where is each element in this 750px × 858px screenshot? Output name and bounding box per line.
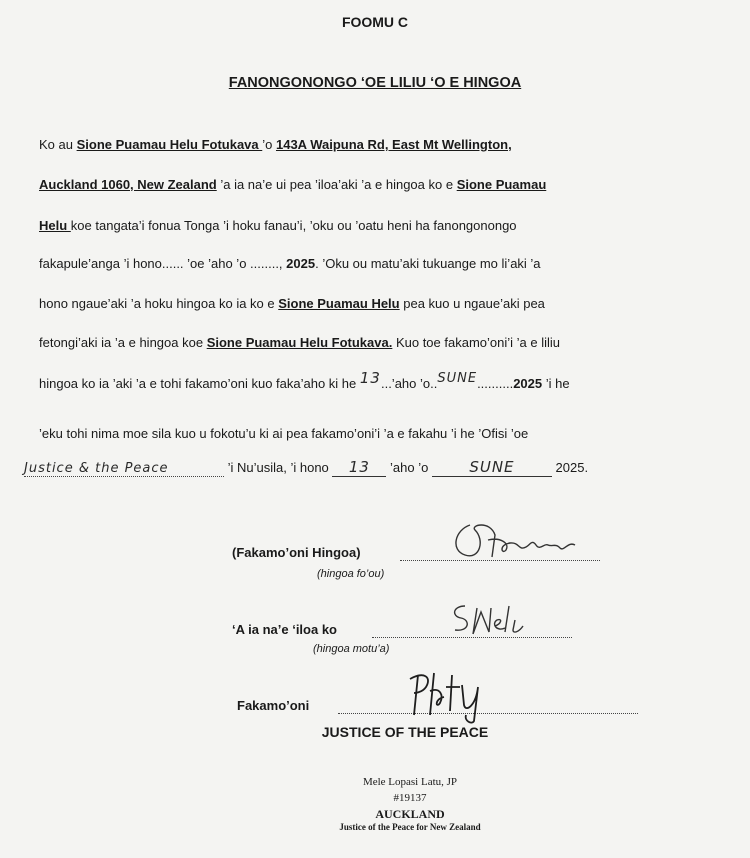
handwritten-day: 13 [359,369,381,387]
text-segment: ’a ia na’e ui pea ’iloa’aki ’a e hingoa ko e [216,177,457,192]
old-name-part-1: Sione Puamau [456,177,547,192]
handwritten-office: Justice & the Peace [24,461,224,477]
body-line-5 [39,296,719,311]
text-segment: ’o [262,137,276,152]
body-line-3 [39,218,719,233]
body-line-7 [39,369,719,392]
old-name-part-2: Helu [39,218,71,233]
signature-label-witness: Fakamo’oni [237,698,310,713]
body-line-9 [24,458,724,477]
handwritten-signature-old-name [445,598,555,638]
document-title: FANONGONONGO ‘OE LILIU ‘O E HINGOA [228,75,522,91]
signature-sublabel-new-name: (hingoa fo’ou) [317,568,385,580]
body-line-2 [39,177,719,192]
signature-label-old-name: ‘A ia na’e ‘iloa ko [232,622,337,637]
year: 2025 [513,376,543,391]
old-name: Sione Puamau Helu [278,296,400,311]
text-segment: hono ngaue’aki ’a hoku hingoa ko ia ko e [39,296,279,311]
address-line-2: Auckland 1060, New Zealand [39,177,217,192]
stamp-name: Mele Lopasi Latu, JP [362,776,458,788]
body-line-1 [39,137,719,152]
text-segment: fetongi’aki ia ’a e hingoa koe [39,335,207,350]
text-segment: Ko au [39,137,77,152]
text-segment: ’eku tohi nima moe sila kuo u fokotu’u ki ai pea fakamo’oni’i ’a e fakahu ’i he ’Ofisi ’oe [39,426,529,441]
stamp-description: Justice of the Peace for New Zealand [339,822,481,832]
text-segment: .......... [477,376,514,391]
text-segment: fakapule’anga ’i hono...... ’oe ’aho ’o ........, [39,256,287,271]
handwritten-signature-new-name [440,515,600,565]
signature-label-new-name: (Fakamo’oni Hingoa) [232,545,361,560]
text-segment: pea kuo u ngaue’aki pea [399,296,545,311]
handwritten-signature-witness [400,665,510,725]
body-line-6 [39,335,719,350]
text-segment: ’i he [542,376,570,391]
text-segment: hingoa ko ia ’aki ’a e tohi fakamo’oni kuo faka’aho ki he [39,376,360,391]
stamp-number: #19137 [393,792,427,804]
signature-sublabel-old-name: (hingoa motu’a) [313,643,390,655]
stamp-city: AUCKLAND [375,807,445,821]
text-segment: 2025. [551,460,589,475]
text-segment: ’i Nu’usila, ’i hono [224,460,333,475]
text-segment: . ’Oku ou matu’aki tukuange mo li’aki ’a [315,256,541,271]
body-line-8 [39,426,719,441]
body-line-4 [39,256,719,271]
handwritten-day: 13 [332,458,386,477]
text-segment: ’aho ’o [386,460,432,475]
new-name: Sione Puamau Helu Fotukava [76,137,263,152]
year: 2025 [286,256,316,271]
text-segment: Kuo toe fakamo’oni’i ’a e liliu [392,335,560,350]
text-segment: koe tangata’i fonua Tonga ’i hoku fanau’i, ’oku ou ’oatu heni ha fanongonongo [70,218,517,233]
justice-of-the-peace-title: JUSTICE OF THE PEACE [321,724,489,740]
handwritten-month: SUNE [432,458,552,477]
new-name: Sione Puamau Helu Fotukava. [206,335,393,350]
form-label: FOOMU C [341,14,409,30]
address-line-1: 143A Waipuna Rd, East Mt Wellington, [275,137,512,152]
text-segment: ...’aho ’o.. [380,376,438,391]
handwritten-month: SUNE [437,371,478,386]
